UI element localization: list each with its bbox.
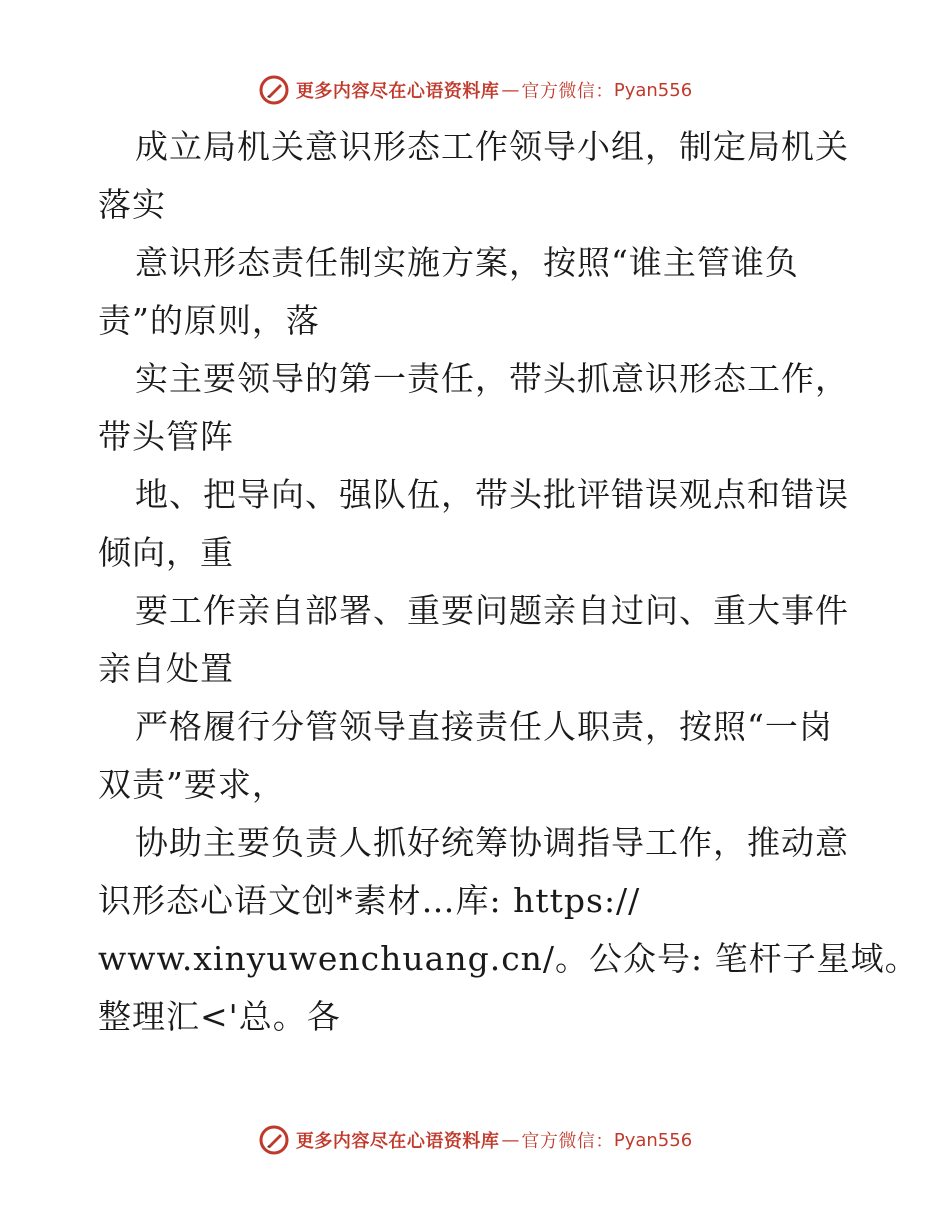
body-line: 识形态心语文创*素材…库: https:// <box>98 881 641 920</box>
body-line: 意识形态责任制实施方案，按照“谁主管谁负 <box>135 243 799 282</box>
document-body <box>98 118 919 1046</box>
pen-logo-icon <box>258 1124 290 1156</box>
footer-wechat-label: 官方微信： <box>521 1131 614 1152</box>
footer-separator: — <box>501 1129 520 1151</box>
body-line: 亲自处置 <box>98 649 234 688</box>
header-wechat-id: Pyan556 <box>613 79 693 101</box>
pen-logo-icon <box>258 74 290 106</box>
body-line: 带头管阵 <box>98 417 234 456</box>
footer-banner <box>0 1120 950 1160</box>
body-line: 协助主要负责人抓好统筹协调指导工作，推动意 <box>135 823 849 862</box>
body-line: 成立局机关意识形态工作领导小组，制定局机关 <box>135 127 849 166</box>
body-line: 落实 <box>98 185 166 224</box>
footer-wechat-id: Pyan556 <box>613 1129 693 1151</box>
header-separator: — <box>501 79 520 101</box>
header-site-text: 更多内容尽在心语资料库 <box>295 81 500 102</box>
header-banner <box>0 70 950 110</box>
body-line: 要工作亲自部署、重要问题亲自过问、重大事件 <box>135 591 849 630</box>
body-line: 严格履行分管领导直接责任人职责，按照“一岗 <box>135 707 833 746</box>
body-line: 双责”要求， <box>98 765 286 804</box>
body-line: 责”的原则，落 <box>98 301 320 340</box>
header-wechat-label: 官方微信： <box>521 81 614 102</box>
body-line: 整理汇<'总。各 <box>98 997 341 1036</box>
body-line: 实主要领导的第一责任，带头抓意识形态工作， <box>135 359 849 398</box>
body-line: www.xinyuwenchuang.cn/。公众号: 笔杆子星域。 <box>98 939 919 978</box>
body-line: 地、把导向、强队伍，带头批评错误观点和错误 <box>135 475 849 514</box>
footer-site-text: 更多内容尽在心语资料库 <box>295 1131 500 1152</box>
body-line: 倾向，重 <box>98 533 234 572</box>
